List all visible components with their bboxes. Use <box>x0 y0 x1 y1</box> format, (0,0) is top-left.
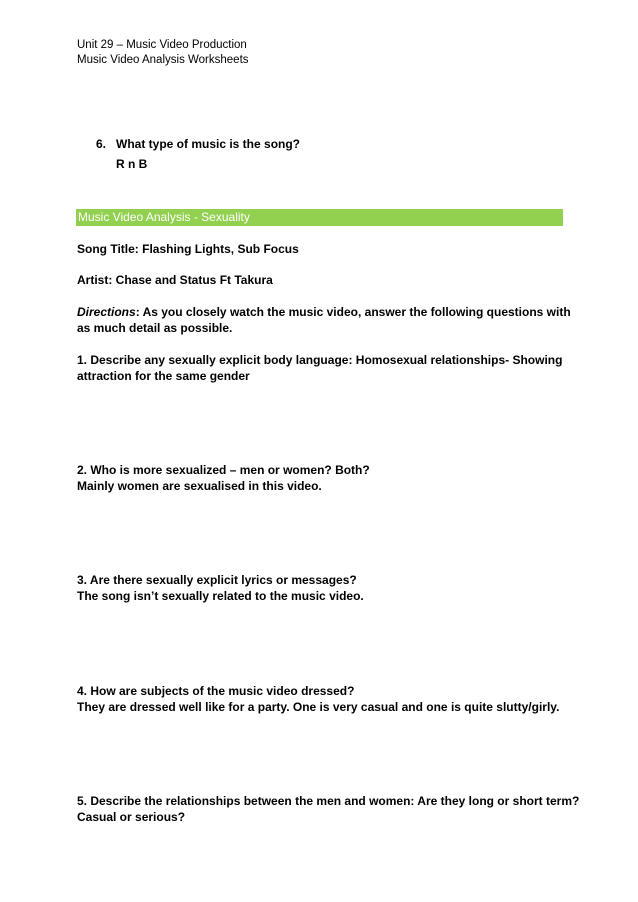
question-3-answer: The song isn’t sexually related to the music video. <box>77 589 364 603</box>
question-5-line-1: 5. Describe the relationships between the men and women: Are they long or short term? <box>77 794 580 808</box>
directions-label: Directions <box>77 305 136 319</box>
page-header <box>77 38 249 68</box>
question-5-line-2: Casual or serious? <box>77 810 186 824</box>
directions-line-2: as much detail as possible. <box>77 321 233 335</box>
question-3-text: 3. Are there sexually explicit lyrics or messages? <box>77 573 357 587</box>
artist-line: Artist: Chase and Status Ft Takura <box>77 273 273 287</box>
question-4-answer: They are dressed well like for a party. One is very casual and one is quite slutty/girly. <box>77 700 560 714</box>
question-6-text: What type of music is the song? <box>116 137 301 151</box>
question-2-answer: Mainly women are sexualised in this video. <box>77 479 322 493</box>
directions-line-1 <box>77 304 571 321</box>
question-4-text: 4. How are subjects of the music video dressed? <box>77 684 355 698</box>
question-6-answer: R n B <box>116 157 148 171</box>
header-subtitle: Music Video Analysis Worksheets <box>77 54 249 66</box>
question-6 <box>96 134 300 174</box>
question-1-line-1: 1. Describe any sexually explicit body language: Homosexual relationships- Showing <box>77 353 563 367</box>
song-title-line: Song Title: Flashing Lights, Sub Focus <box>77 242 299 256</box>
section-heading-bar: Music Video Analysis - Sexuality <box>76 209 563 226</box>
question-1-line-2: attraction for the same gender <box>77 369 250 383</box>
question-2-text: 2. Who is more sexualized – men or women? Both? <box>77 463 370 477</box>
header-unit-title: Unit 29 – Music Video Production <box>77 39 247 51</box>
question-6-number: 6. <box>96 137 107 151</box>
directions-text: : As you closely watch the music video, answer the following questions with <box>135 305 571 319</box>
